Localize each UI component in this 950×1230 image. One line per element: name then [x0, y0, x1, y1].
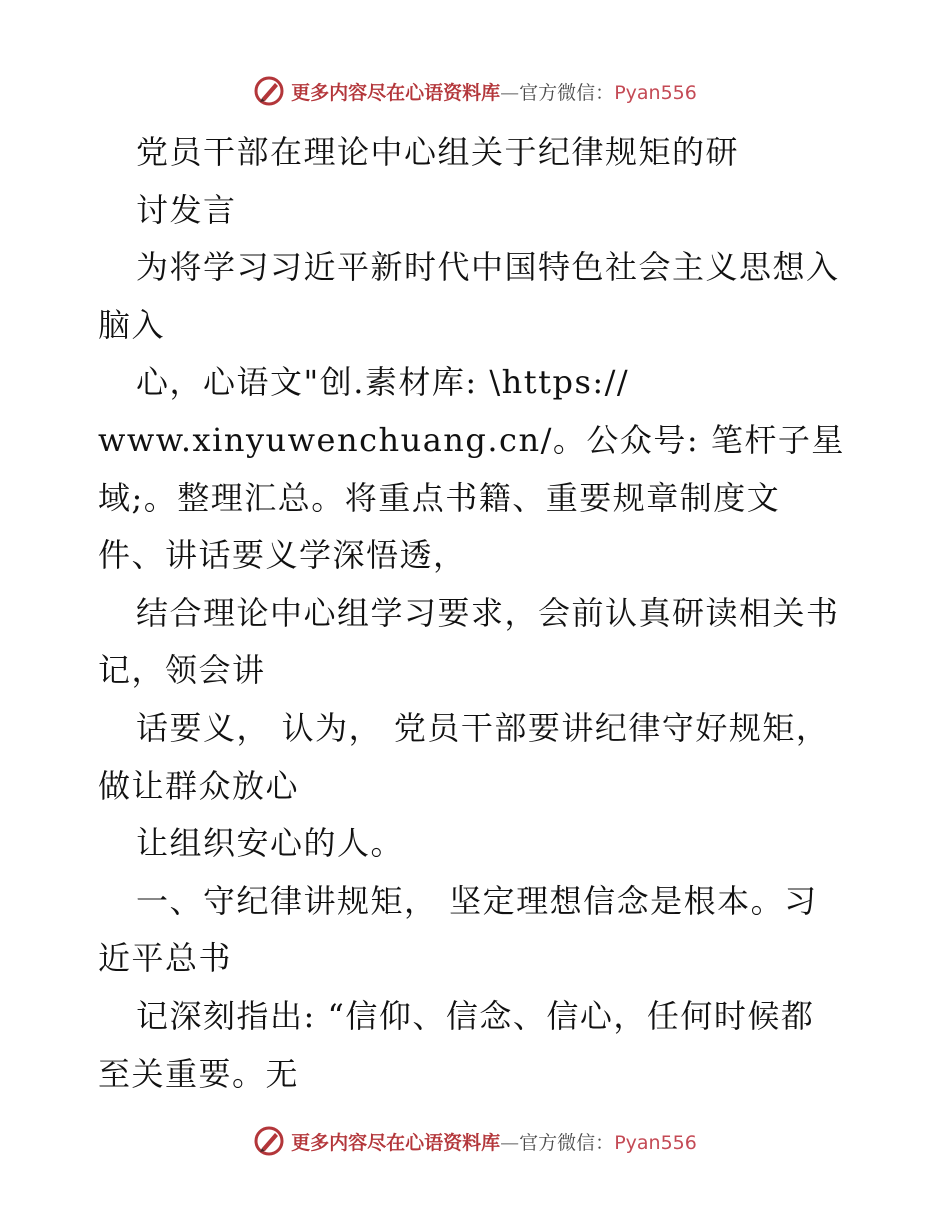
text-line: 做让群众放心: [98, 766, 300, 805]
text-line: 讨发言: [136, 190, 237, 229]
text-line: 为将学习习近平新时代中国特色社会主义思想入: [136, 248, 840, 287]
text-line: 件、讲话要义学深悟透，: [98, 536, 467, 575]
text-line: 近平总书: [98, 939, 233, 978]
watermark-text: [291, 78, 697, 105]
pen-logo-icon: [253, 75, 285, 107]
header-watermark: [0, 71, 950, 111]
watermark-id: Pyan556: [614, 1131, 697, 1154]
watermark-separator: —: [500, 81, 520, 104]
text-line: www.xinyuwenchuang.cn/。公众号: 笔杆子星: [98, 420, 845, 459]
watermark-brand: 更多内容尽在心语资料库: [291, 81, 501, 104]
text-line: 一、守纪律讲规矩， 坚定理想信念是根本。习: [136, 881, 818, 920]
watermark-text: [291, 1128, 697, 1155]
document-body: [98, 124, 858, 1103]
text-line: 结合理论中心组学习要求，会前认真研读相关书: [136, 593, 840, 632]
text-line: 至关重要。无: [98, 1054, 300, 1093]
watermark-label: 官方微信：: [519, 1131, 615, 1154]
watermark-separator: —: [500, 1131, 520, 1154]
text-line: 域;。整理汇总。将重点书籍、重要规章制度文: [98, 478, 781, 517]
text-line: 让组织安心的人。: [136, 824, 405, 863]
text-line: 心，心语文"创.素材库: \https://: [136, 363, 630, 402]
pen-logo-icon: [253, 1125, 285, 1157]
text-line: 话要义， 认为， 党员干部要讲纪律守好规矩，: [136, 708, 830, 747]
text-line: 脑入: [98, 305, 166, 344]
footer-watermark: [0, 1121, 950, 1161]
watermark-brand: 更多内容尽在心语资料库: [291, 1131, 501, 1154]
text-line: 记深刻指出: “信仰、信念、信心，任何时候都: [136, 996, 815, 1035]
text-line: 记，领会讲: [98, 651, 266, 690]
text-line: 党员干部在理论中心组关于纪律规矩的研: [136, 133, 740, 171]
watermark-id: Pyan556: [614, 81, 697, 104]
watermark-label: 官方微信：: [519, 81, 615, 104]
